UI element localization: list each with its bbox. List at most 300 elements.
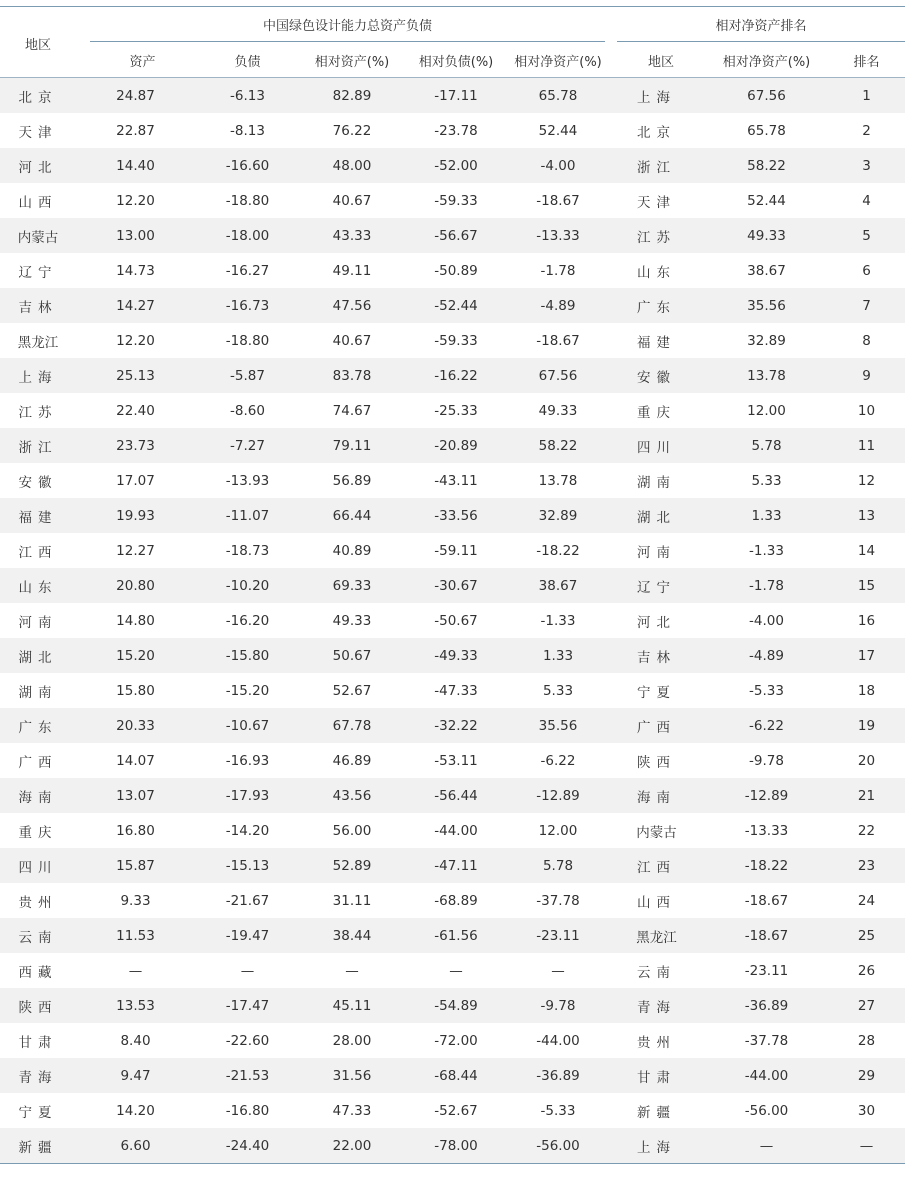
cell-rank-net-assets: -36.89 — [705, 988, 828, 1023]
cell-rank-region: 海南 — [608, 778, 705, 813]
cell-relative-liabilities: -53.11 — [434, 752, 478, 769]
cell-liabilities: -16.20 — [225, 612, 270, 629]
cell-rank-net-assets: -56.00 — [744, 1102, 789, 1119]
cell-assets: 16.80 — [116, 822, 155, 839]
cell-relative-net-assets: 5.78 — [508, 848, 608, 883]
header-rank-net-assets: 相对净资产(%) — [722, 55, 811, 70]
cell-assets: 22.40 — [116, 402, 155, 419]
cell-relative-net-assets: -18.67 — [536, 192, 580, 209]
header-rank-region: 地区 — [647, 55, 674, 70]
cell-region: 山西 — [18, 194, 58, 211]
cell-rank-region: 青海 — [608, 988, 705, 1023]
cell-rank: 30 — [857, 1102, 876, 1119]
cell-rank: 27 — [828, 988, 905, 1023]
cell-rank-region: 辽宁 — [608, 568, 705, 603]
cell-liabilities: -15.13 — [195, 848, 300, 883]
cell-rank-region: 新疆 — [637, 1104, 676, 1121]
cell-assets: 15.80 — [116, 682, 155, 699]
cell-liabilities: -15.20 — [225, 682, 270, 699]
cell-assets: 22.87 — [116, 122, 155, 139]
cell-liabilities: -16.73 — [195, 288, 300, 323]
cell-rank-net-assets: -4.00 — [749, 612, 784, 629]
cell-rank-region: 湖北 — [608, 498, 705, 533]
cell-rank: 4 — [862, 192, 871, 209]
cell-liabilities: -17.93 — [195, 778, 300, 813]
cell-region: 上海 — [0, 358, 76, 393]
cell-assets: 12.20 — [116, 332, 155, 349]
cell-liabilities: -5.87 — [195, 358, 300, 393]
cell-relative-net-assets: -6.22 — [540, 752, 576, 769]
cell-relative-assets: 31.56 — [300, 1058, 404, 1093]
cell-rank-region: 安徽 — [608, 358, 705, 393]
cell-relative-liabilities: -52.67 — [434, 1102, 478, 1119]
cell-liabilities: -8.60 — [230, 402, 265, 419]
cell-liabilities: -21.67 — [225, 892, 270, 909]
cell-relative-assets: 31.11 — [332, 892, 372, 909]
cell-liabilities: -8.13 — [230, 122, 265, 139]
cell-rank-region: 内蒙古 — [636, 824, 677, 841]
cell-relative-liabilities: -30.67 — [404, 568, 508, 603]
cell-assets: 20.80 — [76, 568, 195, 603]
cell-rank: — — [828, 1128, 905, 1163]
cell-relative-assets: — — [345, 962, 359, 979]
cell-assets: 13.00 — [76, 218, 195, 253]
cell-assets: 24.87 — [76, 78, 195, 113]
cell-region: 河北 — [0, 148, 76, 183]
cell-relative-liabilities: -61.56 — [404, 918, 508, 953]
cell-liabilities: -18.80 — [225, 332, 270, 349]
cell-relative-net-assets: 67.56 — [508, 358, 608, 393]
cell-assets: 13.07 — [76, 778, 195, 813]
cell-relative-net-assets: -37.78 — [536, 892, 580, 909]
cell-relative-liabilities: -72.00 — [434, 1032, 478, 1049]
cell-rank: 11 — [828, 428, 905, 463]
cell-rank-region: 山西 — [637, 894, 676, 911]
table-row — [0, 813, 905, 848]
cell-region: 辽宁 — [18, 264, 58, 281]
cell-relative-net-assets: -1.33 — [540, 612, 576, 629]
cell-assets: 23.73 — [76, 428, 195, 463]
table-row — [0, 1058, 905, 1093]
cell-relative-assets: 49.33 — [332, 612, 372, 629]
cell-assets: 14.07 — [116, 752, 155, 769]
table-row — [0, 218, 905, 253]
header-rank: 排名 — [853, 55, 880, 70]
cell-relative-net-assets: 35.56 — [508, 708, 608, 743]
cell-assets: 11.53 — [76, 918, 195, 953]
cell-rank: 18 — [857, 682, 876, 699]
cell-relative-assets: 48.00 — [300, 148, 404, 183]
cell-rank-net-assets: -18.22 — [705, 848, 828, 883]
cell-relative-assets: 38.44 — [300, 918, 404, 953]
cell-relative-assets: 43.33 — [300, 218, 404, 253]
cell-rank: 12 — [857, 472, 876, 489]
cell-rank-net-assets: 58.22 — [705, 148, 828, 183]
cell-region: 河南 — [18, 614, 58, 631]
cell-rank-net-assets: 35.56 — [705, 288, 828, 323]
cell-liabilities: — — [240, 962, 255, 979]
cell-relative-liabilities: -16.22 — [404, 358, 508, 393]
table-row — [0, 1093, 905, 1128]
table-row — [0, 253, 905, 288]
table-row — [0, 498, 905, 533]
cell-relative-liabilities: — — [449, 962, 463, 979]
cell-region: 西藏 — [18, 964, 58, 981]
cell-relative-assets: 52.89 — [300, 848, 404, 883]
cell-relative-assets: 76.22 — [332, 122, 372, 139]
cell-rank-region: 江苏 — [608, 218, 705, 253]
cell-rank-net-assets: -12.89 — [705, 778, 828, 813]
table-bottom-rule — [0, 1163, 905, 1164]
cell-rank-region: 北京 — [637, 124, 676, 141]
cell-relative-net-assets: -18.67 — [536, 332, 580, 349]
cell-liabilities: -18.00 — [195, 218, 300, 253]
cell-rank-region: 云南 — [637, 964, 676, 981]
cell-relative-net-assets: 58.22 — [508, 428, 608, 463]
cell-assets: 14.73 — [116, 262, 155, 279]
cell-region: 云南 — [0, 918, 76, 953]
cell-rank-region: 四川 — [608, 428, 705, 463]
cell-relative-liabilities: -52.44 — [404, 288, 508, 323]
cell-rank-net-assets: -18.67 — [705, 918, 828, 953]
cell-relative-liabilities: -56.67 — [404, 218, 508, 253]
cell-relative-assets: 47.56 — [300, 288, 404, 323]
table-row — [0, 568, 905, 603]
cell-rank-net-assets: 5.78 — [705, 428, 828, 463]
cell-relative-net-assets: — — [551, 962, 565, 979]
cell-liabilities: -18.73 — [225, 542, 270, 559]
cell-relative-liabilities: -25.33 — [434, 402, 478, 419]
cell-assets: 19.93 — [76, 498, 195, 533]
cell-region: 广西 — [18, 754, 58, 771]
cell-liabilities: -7.27 — [195, 428, 300, 463]
cell-liabilities: -17.47 — [195, 988, 300, 1023]
cell-liabilities: -13.93 — [225, 472, 270, 489]
cell-region: 福建 — [0, 498, 76, 533]
cell-region: 山东 — [0, 568, 76, 603]
cell-rank-net-assets: -23.11 — [744, 962, 789, 979]
cell-rank-net-assets: -37.78 — [744, 1032, 789, 1049]
cell-liabilities: -6.13 — [195, 78, 300, 113]
cell-relative-assets: 49.11 — [332, 262, 372, 279]
cell-rank-region: 福建 — [637, 334, 676, 351]
cell-rank: 8 — [862, 332, 871, 349]
cell-relative-assets: 28.00 — [332, 1032, 372, 1049]
cell-region: 宁夏 — [18, 1104, 58, 1121]
cell-assets: 25.13 — [76, 358, 195, 393]
cell-region: 湖北 — [0, 638, 76, 673]
cell-rank-region: 山东 — [637, 264, 676, 281]
cell-relative-assets: 56.89 — [332, 472, 372, 489]
table-row — [0, 953, 905, 988]
cell-assets: 9.33 — [120, 892, 151, 909]
cell-rank-net-assets: -9.78 — [749, 752, 784, 769]
cell-relative-liabilities: -59.11 — [434, 542, 478, 559]
cell-relative-assets: 45.11 — [300, 988, 404, 1023]
cell-region: 吉林 — [0, 288, 76, 323]
cell-rank-net-assets: -44.00 — [705, 1058, 828, 1093]
cell-relative-liabilities: -68.89 — [434, 892, 478, 909]
cell-rank-net-assets: -18.67 — [744, 892, 789, 909]
cell-rank-net-assets: -4.89 — [705, 638, 828, 673]
cell-liabilities: -18.80 — [225, 192, 270, 209]
cell-assets: 14.27 — [76, 288, 195, 323]
cell-rank-net-assets: 67.56 — [705, 78, 828, 113]
table-row — [0, 918, 905, 953]
cell-relative-assets: 82.89 — [300, 78, 404, 113]
cell-relative-liabilities: -50.89 — [434, 262, 478, 279]
cell-relative-liabilities: -54.89 — [404, 988, 508, 1023]
cell-rank-net-assets: 12.00 — [747, 402, 786, 419]
cell-relative-liabilities: -20.89 — [404, 428, 508, 463]
cell-rank: 9 — [828, 358, 905, 393]
cell-liabilities: -24.40 — [195, 1128, 300, 1163]
cell-relative-assets: 74.67 — [332, 402, 372, 419]
cell-relative-assets: 83.78 — [300, 358, 404, 393]
cell-relative-net-assets: -12.89 — [508, 778, 608, 813]
cell-assets: 12.27 — [116, 542, 155, 559]
cell-relative-assets: 43.56 — [300, 778, 404, 813]
cell-liabilities: -22.60 — [225, 1032, 270, 1049]
cell-assets: 13.53 — [76, 988, 195, 1023]
table-row — [0, 323, 905, 358]
cell-relative-net-assets: -18.22 — [536, 542, 580, 559]
cell-rank-net-assets: — — [705, 1128, 828, 1163]
cell-liabilities: -21.53 — [195, 1058, 300, 1093]
cell-relative-net-assets: -23.11 — [508, 918, 608, 953]
cell-liabilities: -16.93 — [225, 752, 270, 769]
cell-region: 湖南 — [18, 684, 58, 701]
cell-region: 新疆 — [0, 1128, 76, 1163]
cell-rank: 28 — [857, 1032, 876, 1049]
cell-rank-net-assets: 49.33 — [705, 218, 828, 253]
cell-relative-net-assets: -4.89 — [508, 288, 608, 323]
cell-region: 四川 — [0, 848, 76, 883]
table-row — [0, 463, 905, 498]
cell-relative-net-assets: -5.33 — [540, 1102, 576, 1119]
cell-assets: 17.07 — [116, 472, 155, 489]
cell-liabilities: -16.60 — [195, 148, 300, 183]
cell-relative-assets: 79.11 — [300, 428, 404, 463]
cell-rank-net-assets: 1.33 — [705, 498, 828, 533]
cell-relative-net-assets: -36.89 — [508, 1058, 608, 1093]
cell-relative-net-assets: 13.78 — [538, 472, 578, 489]
table-top-rule — [0, 6, 905, 7]
cell-relative-assets: 66.44 — [300, 498, 404, 533]
cell-relative-liabilities: -32.22 — [404, 708, 508, 743]
cell-relative-assets: 40.67 — [332, 192, 372, 209]
cell-relative-liabilities: -68.44 — [404, 1058, 508, 1093]
cell-rank-region: 宁夏 — [637, 684, 676, 701]
cell-rank: 17 — [828, 638, 905, 673]
cell-assets: — — [128, 962, 143, 979]
cell-relative-net-assets: 5.33 — [542, 682, 574, 699]
cell-rank: 26 — [857, 962, 876, 979]
cell-rank: 5 — [828, 218, 905, 253]
cell-rank-region: 陕西 — [637, 754, 676, 771]
cell-region: 贵州 — [18, 894, 58, 911]
cell-relative-liabilities: -23.78 — [434, 122, 478, 139]
cell-region: 内蒙古 — [0, 218, 76, 253]
cell-rank-net-assets: 38.67 — [747, 262, 786, 279]
table-row — [0, 708, 905, 743]
cell-region: 重庆 — [18, 824, 58, 841]
cell-relative-liabilities: -59.33 — [434, 332, 478, 349]
cell-liabilities: -14.20 — [225, 822, 270, 839]
cell-relative-liabilities: -59.33 — [434, 192, 478, 209]
cell-region: 安徽 — [18, 474, 58, 491]
cell-rank: 7 — [828, 288, 905, 323]
cell-relative-assets: 67.78 — [300, 708, 404, 743]
cell-relative-assets: 52.67 — [332, 682, 372, 699]
cell-relative-net-assets: -1.78 — [540, 262, 576, 279]
cell-rank-net-assets: -13.33 — [744, 822, 789, 839]
cell-rank-region: 河南 — [637, 544, 676, 561]
cell-rank: 22 — [857, 822, 876, 839]
cell-rank-net-assets: -1.78 — [705, 568, 828, 603]
cell-liabilities: -11.07 — [195, 498, 300, 533]
cell-rank-region: 黑龙江 — [608, 918, 705, 953]
table-row — [0, 428, 905, 463]
cell-rank-net-assets: -5.33 — [749, 682, 784, 699]
table-row — [0, 603, 905, 638]
cell-relative-liabilities: -56.44 — [404, 778, 508, 813]
cell-assets: 15.87 — [76, 848, 195, 883]
cell-rank: 23 — [828, 848, 905, 883]
header-group1-title: 中国绿色设计能力总资产负债 — [262, 19, 432, 34]
cell-region: 浙江 — [0, 428, 76, 463]
header-relative-net-assets: 相对净资产(%) — [514, 55, 602, 70]
cell-assets: 6.60 — [76, 1128, 195, 1163]
table-row — [0, 778, 905, 813]
cell-rank-region: 河北 — [637, 614, 676, 631]
cell-relative-assets: 40.67 — [332, 332, 372, 349]
cell-assets: 9.47 — [76, 1058, 195, 1093]
cell-relative-liabilities: -52.00 — [404, 148, 508, 183]
cell-assets: 12.20 — [116, 192, 155, 209]
cell-region: 江西 — [18, 544, 58, 561]
table-row — [0, 183, 905, 218]
table-row — [0, 848, 905, 883]
cell-rank-net-assets: 32.89 — [747, 332, 786, 349]
data-table — [0, 78, 905, 1163]
cell-assets: 14.20 — [116, 1102, 155, 1119]
cell-rank-region: 广东 — [608, 288, 705, 323]
cell-rank-region: 吉林 — [608, 638, 705, 673]
table-row — [0, 1023, 905, 1058]
table-row — [0, 743, 905, 778]
cell-rank: 24 — [857, 892, 876, 909]
table-row — [0, 288, 905, 323]
cell-relative-liabilities: -33.56 — [404, 498, 508, 533]
table-row — [0, 358, 905, 393]
cell-region: 黑龙江 — [17, 334, 59, 351]
header-assets: 资产 — [129, 55, 156, 70]
cell-rank-net-assets: 5.33 — [751, 472, 782, 489]
cell-liabilities: -15.80 — [195, 638, 300, 673]
cell-relative-liabilities: -49.33 — [404, 638, 508, 673]
cell-rank: 25 — [828, 918, 905, 953]
cell-rank-region: 上海 — [608, 78, 705, 113]
cell-rank-region: 甘肃 — [608, 1058, 705, 1093]
cell-rank: 16 — [857, 612, 876, 629]
table-row — [0, 673, 905, 708]
cell-rank: 2 — [862, 122, 871, 139]
cell-relative-liabilities: -17.11 — [404, 78, 508, 113]
cell-relative-net-assets: -13.33 — [508, 218, 608, 253]
cell-region: 青海 — [0, 1058, 76, 1093]
table-row — [0, 78, 905, 113]
cell-assets: 15.20 — [76, 638, 195, 673]
cell-assets: 8.40 — [120, 1032, 151, 1049]
cell-rank-net-assets: 65.78 — [747, 122, 786, 139]
table-row — [0, 533, 905, 568]
cell-region: 陕西 — [0, 988, 76, 1023]
cell-region: 广东 — [0, 708, 76, 743]
cell-region: 北京 — [0, 78, 76, 113]
cell-relative-net-assets: -56.00 — [508, 1128, 608, 1163]
table-row — [0, 638, 905, 673]
header-group2-title: 相对净资产排名 — [715, 19, 807, 34]
cell-liabilities: -19.47 — [195, 918, 300, 953]
cell-relative-net-assets: -44.00 — [536, 1032, 580, 1049]
header-region: 地区 — [24, 38, 51, 53]
cell-rank: 21 — [828, 778, 905, 813]
cell-region: 天津 — [18, 124, 58, 141]
cell-relative-liabilities: -43.11 — [434, 472, 478, 489]
cell-relative-assets: 50.67 — [300, 638, 404, 673]
cell-relative-liabilities: -78.00 — [404, 1128, 508, 1163]
cell-rank-region: 浙江 — [608, 148, 705, 183]
header-liabilities: 负债 — [234, 55, 261, 70]
cell-relative-assets: 56.00 — [332, 822, 372, 839]
cell-rank-net-assets: -6.22 — [705, 708, 828, 743]
cell-relative-assets: 40.89 — [332, 542, 372, 559]
cell-rank: 3 — [828, 148, 905, 183]
cell-liabilities: -10.67 — [195, 708, 300, 743]
cell-region: 江苏 — [18, 404, 58, 421]
cell-rank: 19 — [828, 708, 905, 743]
cell-region: 海南 — [0, 778, 76, 813]
cell-liabilities: -10.20 — [195, 568, 300, 603]
cell-rank: 15 — [828, 568, 905, 603]
header-relative-assets: 相对资产(%) — [314, 55, 390, 70]
cell-relative-net-assets: 1.33 — [508, 638, 608, 673]
cell-assets: 14.80 — [116, 612, 155, 629]
cell-relative-assets: 46.89 — [332, 752, 372, 769]
cell-rank: 1 — [828, 78, 905, 113]
cell-rank-net-assets: -1.33 — [749, 542, 784, 559]
cell-relative-net-assets: 65.78 — [508, 78, 608, 113]
cell-relative-net-assets: 32.89 — [508, 498, 608, 533]
cell-rank: 6 — [862, 262, 871, 279]
cell-region: 甘肃 — [18, 1034, 58, 1051]
cell-liabilities: -16.27 — [225, 262, 270, 279]
group2-underline — [617, 41, 905, 42]
cell-assets: 14.40 — [76, 148, 195, 183]
cell-relative-net-assets: 52.44 — [538, 122, 578, 139]
table-row — [0, 148, 905, 183]
cell-relative-net-assets: 12.00 — [538, 822, 578, 839]
cell-rank: 13 — [828, 498, 905, 533]
cell-rank: 10 — [857, 402, 876, 419]
cell-rank-net-assets: 13.78 — [705, 358, 828, 393]
cell-rank: 29 — [828, 1058, 905, 1093]
cell-assets: 20.33 — [76, 708, 195, 743]
cell-rank: 14 — [857, 542, 876, 559]
table-row — [0, 113, 905, 148]
group1-underline — [90, 41, 605, 42]
